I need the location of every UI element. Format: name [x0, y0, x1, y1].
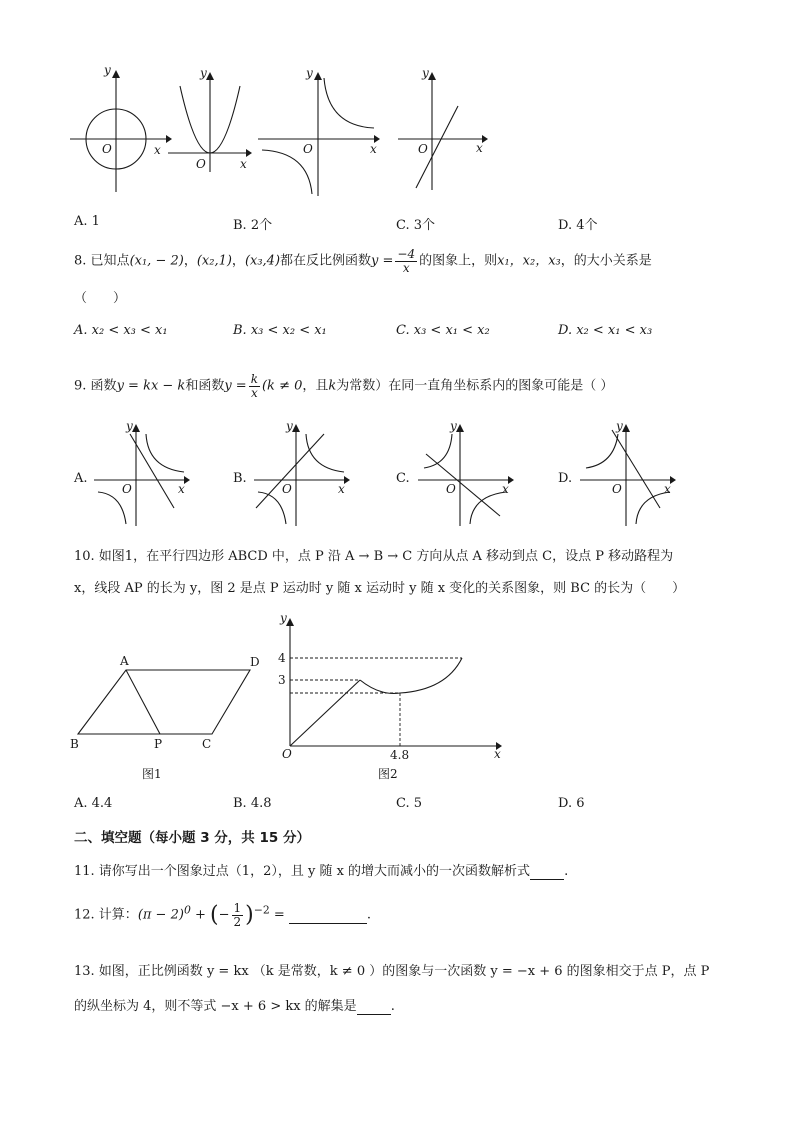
- figure-1-caption: 图1: [142, 767, 162, 781]
- q11-answer-blank[interactable]: [530, 864, 564, 880]
- x-axis-label: x: [476, 141, 483, 155]
- q8-question: 8. 已知点(x₁, − 2)，(x₂,1)，(x₃,4)都在反比例函数y = $\frac{-4}{x}$ 的图象上，则x₁，x₂，x₃，的大小关系是: [74, 247, 652, 275]
- tick-y-4: 4: [278, 651, 286, 665]
- tick-y-3: 3: [278, 673, 286, 687]
- point-a-label: A: [120, 654, 129, 668]
- origin-label: O: [418, 142, 428, 156]
- q10-line-1: 10. 如图1，在平行四边形 ABCD 中，点 P 沿 A → B → C 方向从点 A 移动到点 C，设点 P 移动路程为: [74, 549, 674, 564]
- q7-option-b: B. 2个: [233, 218, 273, 233]
- origin-label: O: [303, 142, 313, 156]
- x-axis-label: x: [494, 747, 501, 761]
- point-c-label: C: [202, 737, 212, 751]
- point-b-label: B: [70, 737, 79, 751]
- q8-option-a: A. x₂ < x₃ < x₁: [74, 323, 168, 338]
- origin-label: O: [102, 142, 112, 156]
- q7-option-a: A. 1: [74, 214, 100, 229]
- svg-text:O: O: [122, 482, 132, 496]
- q10-option-c: C. 5: [396, 796, 423, 811]
- q7-option-d: D. 4个: [558, 218, 598, 233]
- svg-text:x: x: [664, 482, 671, 496]
- svg-text:x: x: [338, 482, 345, 496]
- x-axis-label: x: [240, 157, 247, 171]
- svg-text:y: y: [450, 420, 457, 433]
- q9-graph-d: [578, 420, 682, 528]
- q9-graph-a: [92, 420, 196, 528]
- svg-text:y: y: [286, 420, 293, 433]
- q13-answer-blank[interactable]: [357, 999, 391, 1015]
- q10-option-b: B. 4.8: [233, 796, 272, 811]
- q9-option-d: D.: [558, 471, 573, 486]
- point-p-label: P: [154, 737, 163, 751]
- y-axis-label: y: [306, 66, 313, 80]
- q11-question: 11. 请你写出一个图象过点（1，2），且 y 随 x 的增大而减小的一次函数解析式 .: [74, 864, 569, 879]
- q7-option-c: C. 3个: [396, 218, 436, 233]
- section-title: 二、填空题（每小题 3 分，共 15 分）: [74, 830, 310, 846]
- origin-label: O: [196, 157, 206, 171]
- q8-paren: （ ）: [74, 291, 127, 306]
- y-axis-label: y: [200, 66, 207, 80]
- q12-question: 12. 计算：$(\pi - 2)^0$ + (− $\frac{1}{2}$ )$^{-2}$ = .: [74, 901, 372, 929]
- point-d-label: D: [250, 655, 260, 669]
- q8-option-d: D. x₂ < x₁ < x₃: [558, 323, 653, 338]
- q10-figure-1: [66, 650, 276, 784]
- x-axis-label: x: [370, 142, 377, 156]
- x-axis-label: x: [154, 143, 161, 157]
- svg-text:O: O: [282, 482, 292, 496]
- figure-2-caption: 图2: [378, 767, 398, 781]
- q10-figure-2: [276, 610, 506, 784]
- q7-graph-parabola: [166, 64, 256, 174]
- svg-text:O: O: [612, 482, 622, 496]
- svg-text:x: x: [178, 482, 185, 496]
- q8-option-c: C. x₃ < x₁ < x₂: [396, 323, 490, 338]
- origin-label: O: [282, 747, 292, 761]
- q7-graph-hyperbola: [256, 64, 386, 198]
- q12-answer-blank[interactable]: [289, 908, 367, 924]
- q9-option-b: B.: [233, 471, 247, 486]
- q9-question: 9. 函数y = kx − k和函数y = $\frac{k}{x}$ (k ≠ 0，且k为常数）在同一直角坐标系内的图象可能是（ ）: [74, 372, 614, 400]
- tick-x-4-8: 4.8: [390, 748, 410, 762]
- svg-text:O: O: [446, 482, 456, 496]
- q10-option-d: D. 6: [558, 796, 585, 811]
- svg-text:y: y: [126, 420, 133, 433]
- q13-line-2: 的纵坐标为 4，则不等式 −x + 6 > kx 的解集是 .: [74, 999, 395, 1014]
- q9-option-a: A.: [74, 471, 88, 486]
- svg-text:y: y: [616, 420, 623, 433]
- q7-graph-circle: [66, 64, 172, 194]
- y-axis-label: y: [280, 611, 287, 625]
- q7-graph-line: [396, 64, 492, 192]
- q9-graph-b: [252, 420, 356, 528]
- y-axis-label: y: [422, 66, 429, 80]
- q8-option-b: B. x₃ < x₂ < x₁: [233, 323, 327, 338]
- q9-graph-c: [416, 420, 520, 528]
- q10-option-a: A. 4.4: [74, 796, 113, 811]
- svg-text:x: x: [502, 482, 509, 496]
- q10-line-2: x，线段 AP 的长为 y，图 2 是点 P 运动时 y 随 x 运动时 y 随 x 变化的关系图象，则 BC 的长为（ ）: [74, 581, 686, 596]
- q9-option-c: C.: [396, 471, 410, 486]
- y-axis-label: y: [104, 64, 111, 77]
- q13-line-1: 13. 如图，正比例函数 y = kx （k 是常数，k ≠ 0 ）的图象与一次函数 y = −x + 6 的图象相交于点 P，点 P: [74, 964, 710, 979]
